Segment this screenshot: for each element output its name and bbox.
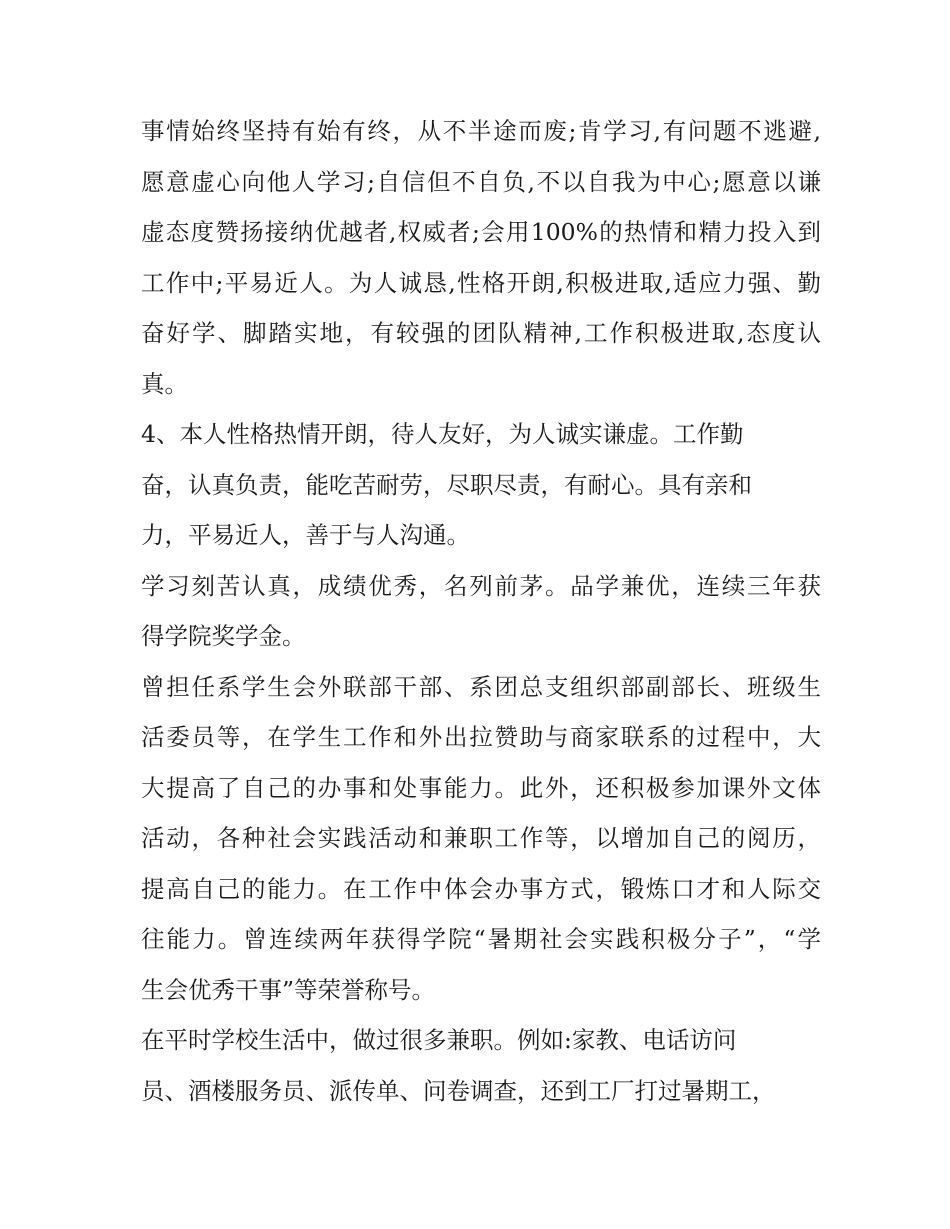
text-line: 往能力。曾连续两年获得学院“暑期社会实践积极分子”，“学 <box>141 925 821 953</box>
text-line: 虚态度赞扬接纳优越者,权威者;会用100%的热情和精力投入到 <box>141 218 821 246</box>
text-line: 在平时学校生活中，做过很多兼职。例如:家教、电话访问 <box>141 1026 737 1054</box>
text-line: 事情始终坚持有始有终，从不半途而废;肯学习,有问题不逃避, <box>141 117 821 145</box>
document-body <box>141 106 821 1116</box>
text-line: 曾担任系学生会外联部干部、系团总支组织部副部长、班级生 <box>141 672 821 701</box>
paragraph-personal-qualities <box>141 106 821 409</box>
text-line: 愿意虚心向他人学习;自信但不自负,不以自我为中心;愿意以谦 <box>141 167 821 196</box>
text-line: 生会优秀干事”等荣誉称号。 <box>141 975 436 1004</box>
text-line: 提高自己的能力。在工作中体会办事方式，锻炼口才和人际交 <box>141 874 821 903</box>
text-line: 得学院奖学金。 <box>141 622 306 650</box>
paragraph-item-4 <box>141 409 821 561</box>
text-line: 4、本人性格热情开朗，待人友好，为人诚实谦虚。工作勤 <box>141 420 744 448</box>
text-line: 工作中;平易近人。为人诚恳,性格开朗,积极进取,适应力强、勤 <box>141 268 821 297</box>
paragraph-study <box>141 561 821 662</box>
text-line: 活委员等，在学生工作和外出拉赞助与商家联系的过程中，大 <box>141 723 821 751</box>
text-line: 员、酒楼服务员、派传单、问卷调查，还到工厂打过暑期工， <box>141 1076 776 1105</box>
text-line: 大提高了自己的办事和处事能力。此外，还积极参加课外文体 <box>141 773 821 802</box>
text-line: 学习刻苦认真，成绩优秀，名列前茅。品学兼优，连续三年获 <box>141 571 821 600</box>
text-line: 真。 <box>141 369 188 398</box>
paragraph-student-union <box>141 662 821 1016</box>
text-line: 活动，各种社会实践活动和兼职工作等，以增加自己的阅历， <box>141 824 821 852</box>
text-line: 力，平易近人，善于与人沟通。 <box>141 521 470 549</box>
text-line: 奋，认真负责，能吃苦耐劳，尽职尽责，有耐心。具有亲和 <box>141 470 752 499</box>
paragraph-part-time-jobs <box>141 1015 821 1116</box>
text-line: 奋好学、脚踏实地，有较强的团队精神,工作积极进取,态度认 <box>141 319 821 347</box>
